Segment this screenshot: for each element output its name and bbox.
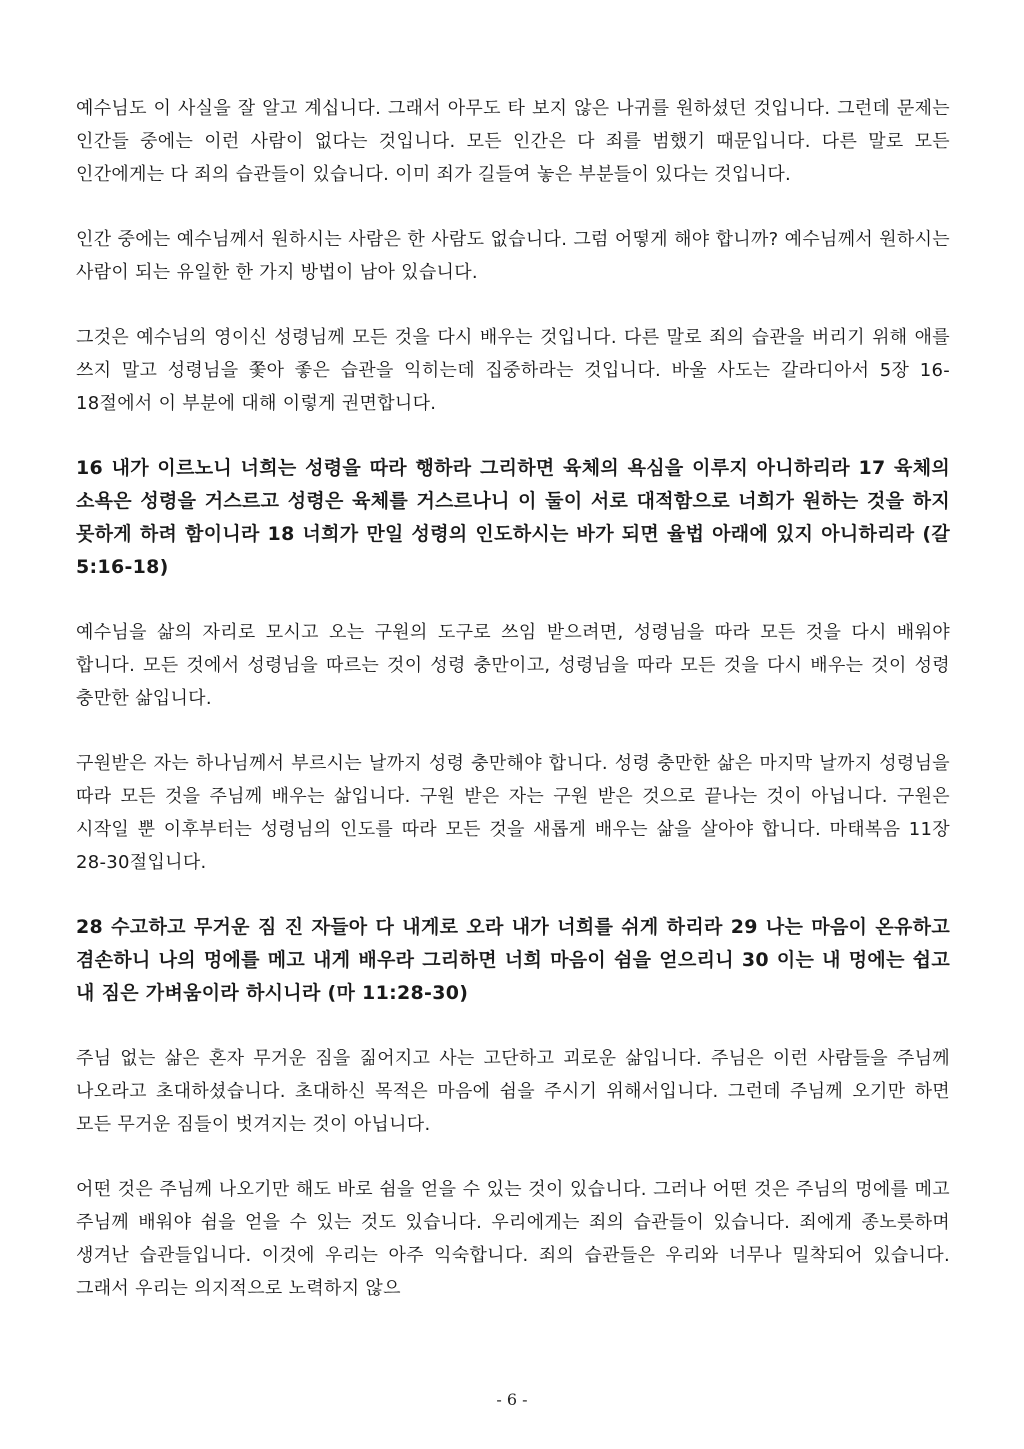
scripture-quote-galatians: 16 내가 이르노니 너희는 성령을 따라 행하라 그리하면 육체의 욕심을 이루지 아니하리라 17 육체의 소욕은 성령을 거스르고 성령은 육체를 거스르나니 이 둘이 서로 대적함으로 너희가 원하는 것을 하지 못하게 하려 함이니라 18 너희가 만일 성령의 인도하시는 바가 되면 율법 아래에 있지 아니하리라 (갈 5:16-18) bbox=[76, 457, 950, 578]
scripture-quote-matthew: 28 수고하고 무거운 짐 진 자들아 다 내게로 오라 내가 너희를 쉬게 하리라 29 나는 마음이 온유하고 겸손하니 나의 멍에를 메고 내게 배우라 그리하면 너희 마음이 쉼을 얻으리니 30 이는 내 멍에는 쉽고 내 짐은 가벼움이라 하시니라 (마 11:28-30) bbox=[76, 916, 950, 1004]
paragraph-3: 그것은 예수님의 영이신 성령님께 모든 것을 다시 배우는 것입니다. 다른 말로 죄의 습관을 버리기 위해 애를 쓰지 말고 성령님을 쫓아 좋은 습관을 익히는데 집중하라는 것입니다. 바울 사도는 갈라디아서 5장 16-18절에서 이 부분에 대해 이렇게 권면합니다. bbox=[76, 327, 950, 414]
page-number: - 6 - bbox=[496, 1390, 528, 1409]
paragraph-7: 어떤 것은 주님께 나오기만 해도 바로 쉼을 얻을 수 있는 것이 있습니다. 그러나 어떤 것은 주님의 멍에를 메고 주님께 배워야 쉼을 얻을 수 있는 것도 있습니다. 우리에게는 죄의 습관들이 있습니다. 죄에게 종노릇하며 생겨난 습관들입니다. 이것에 우리는 아주 익숙합니다. 죄의 습관들은 우리와 너무나 밀착되어 있습니다. 그래서 우리는 의지적으로 노력하지 않으 bbox=[76, 1179, 950, 1299]
paragraph-6: 주님 없는 삶은 혼자 무거운 짐을 짊어지고 사는 고단하고 괴로운 삶입니다. 주님은 이런 사람들을 주님께 나오라고 초대하셨습니다. 초대하신 목적은 마음에 쉼을 주시기 위해서입니다. 그런데 주님께 오기만 하면 모든 무거운 짐들이 벗겨지는 것이 아닙니다. bbox=[76, 1048, 950, 1135]
paragraph-5: 구원받은 자는 하나님께서 부르시는 날까지 성령 충만해야 합니다. 성령 충만한 삶은 마지막 날까지 성령님을 따라 모든 것을 주님께 배우는 삶입니다. 구원 받은 자는 구원 받은 것으로 끝나는 것이 아닙니다. 구원은 시작일 뿐 이후부터는 성령님의 인도를 따라 모든 것을 새롭게 배우는 삶을 살아야 합니다. 마태복음 11장 28-30절입니다. bbox=[76, 753, 950, 873]
paragraph-4: 예수님을 삶의 자리로 모시고 오는 구원의 도구로 쓰임 받으려면, 성령님을 따라 모든 것을 다시 배워야 합니다. 모든 것에서 성령님을 따르는 것이 성령 충만이고, 성령님을 따라 모든 것을 다시 배우는 것이 성령 충만한 삶입니다. bbox=[76, 622, 950, 709]
paragraph-1: 예수님도 이 사실을 잘 알고 계십니다. 그래서 아무도 타 보지 않은 나귀를 원하셨던 것입니다. 그런데 문제는 인간들 중에는 이런 사람이 없다는 것입니다. 모든 인간은 다 죄를 범했기 때문입니다. 다른 말로 모든 인간에게는 다 죄의 습관들이 있습니다. 이미 죄가 길들여 놓은 부분들이 있다는 것입니다. bbox=[76, 98, 950, 185]
paragraph-2: 인간 중에는 예수님께서 원하시는 사람은 한 사람도 없습니다. 그럼 어떻게 해야 합니까? 예수님께서 원하시는 사람이 되는 유일한 한 가지 방법이 남아 있습니다. bbox=[76, 229, 950, 283]
document-page bbox=[76, 92, 950, 1305]
